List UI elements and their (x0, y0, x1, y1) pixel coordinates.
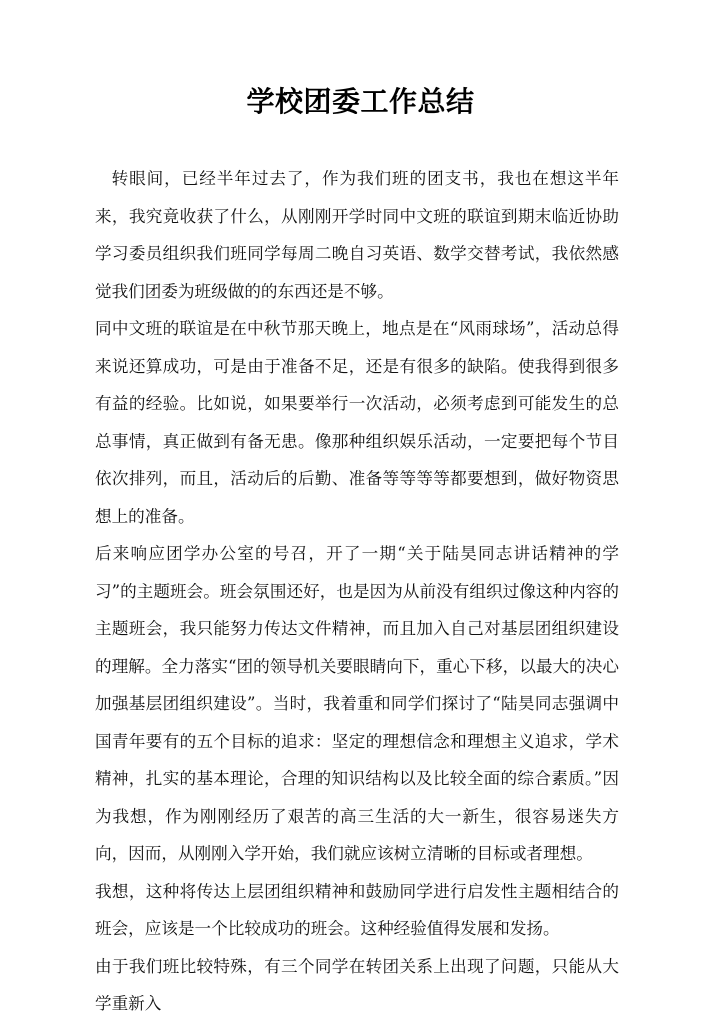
paragraph: 同中文班的联谊是在中秋节那天晚上，地点是在“风雨球场”，活动总得来说还算成功，可是由于准备不足，还是有很多的缺陷。使我得到很多有益的经验。比如说，如果要举行一次活动，必须考虑到可能发生的总总事情，真正做到有备无患。像那种组织娱乐活动，一定要把每个节目依次排列，而且，活动后的后勤、准备等等等等都要想到，做好物资思想上的准备。 (95, 319, 619, 526)
paragraph: 转眼间，已经半年过去了，作为我们班的团支书，我也在想这半年来，我究竟收获了什么，从刚刚开学时同中文班的联谊到期末临近协助学习委员组织我们班同学每周二晚自习英语、数学交替考试，我依然感觉我们团委为班级做的的东西还是不够。 (95, 169, 619, 301)
paragraph: 我想，这种将传达上层团组织精神和鼓励同学进行启发性主题相结合的班会，应该是一个比较成功的班会。这种经验值得发展和发扬。 (95, 881, 619, 938)
paragraph: 由于我们班比较特殊，有三个同学在转团关系上出现了问题，只能从大学重新入 (95, 956, 619, 1013)
page-title: 学校团委工作总结 (246, 85, 475, 118)
paragraph: 后来响应团学办公室的号召，开了一期“关于陆昊同志讲话精神的学习”的主题班会。班会氛围还好，也是因为从前没有组织过像这种内容的主题班会，我只能努力传达文件精神，而且加入自己对基层团组织建设的理解。全力落实“团的领导机关要眼睛向下，重心下移，以最大的决心加强基层团组织建设”。当时，我着重和同学们探讨了“陆昊同志强调中国青年要有的五个目标的追求：坚定的理想信念和理想主义追求，学术精神，扎实的基本理论，合理的知识结构以及比较全面的综合素质。”因为我想，作为刚刚经历了艰苦的高三生活的大一新生，很容易迷失方向，因而，从刚刚入学开始，我们就应该树立清晰的目标或者理想。 (95, 544, 619, 863)
document-body (95, 160, 619, 1023)
